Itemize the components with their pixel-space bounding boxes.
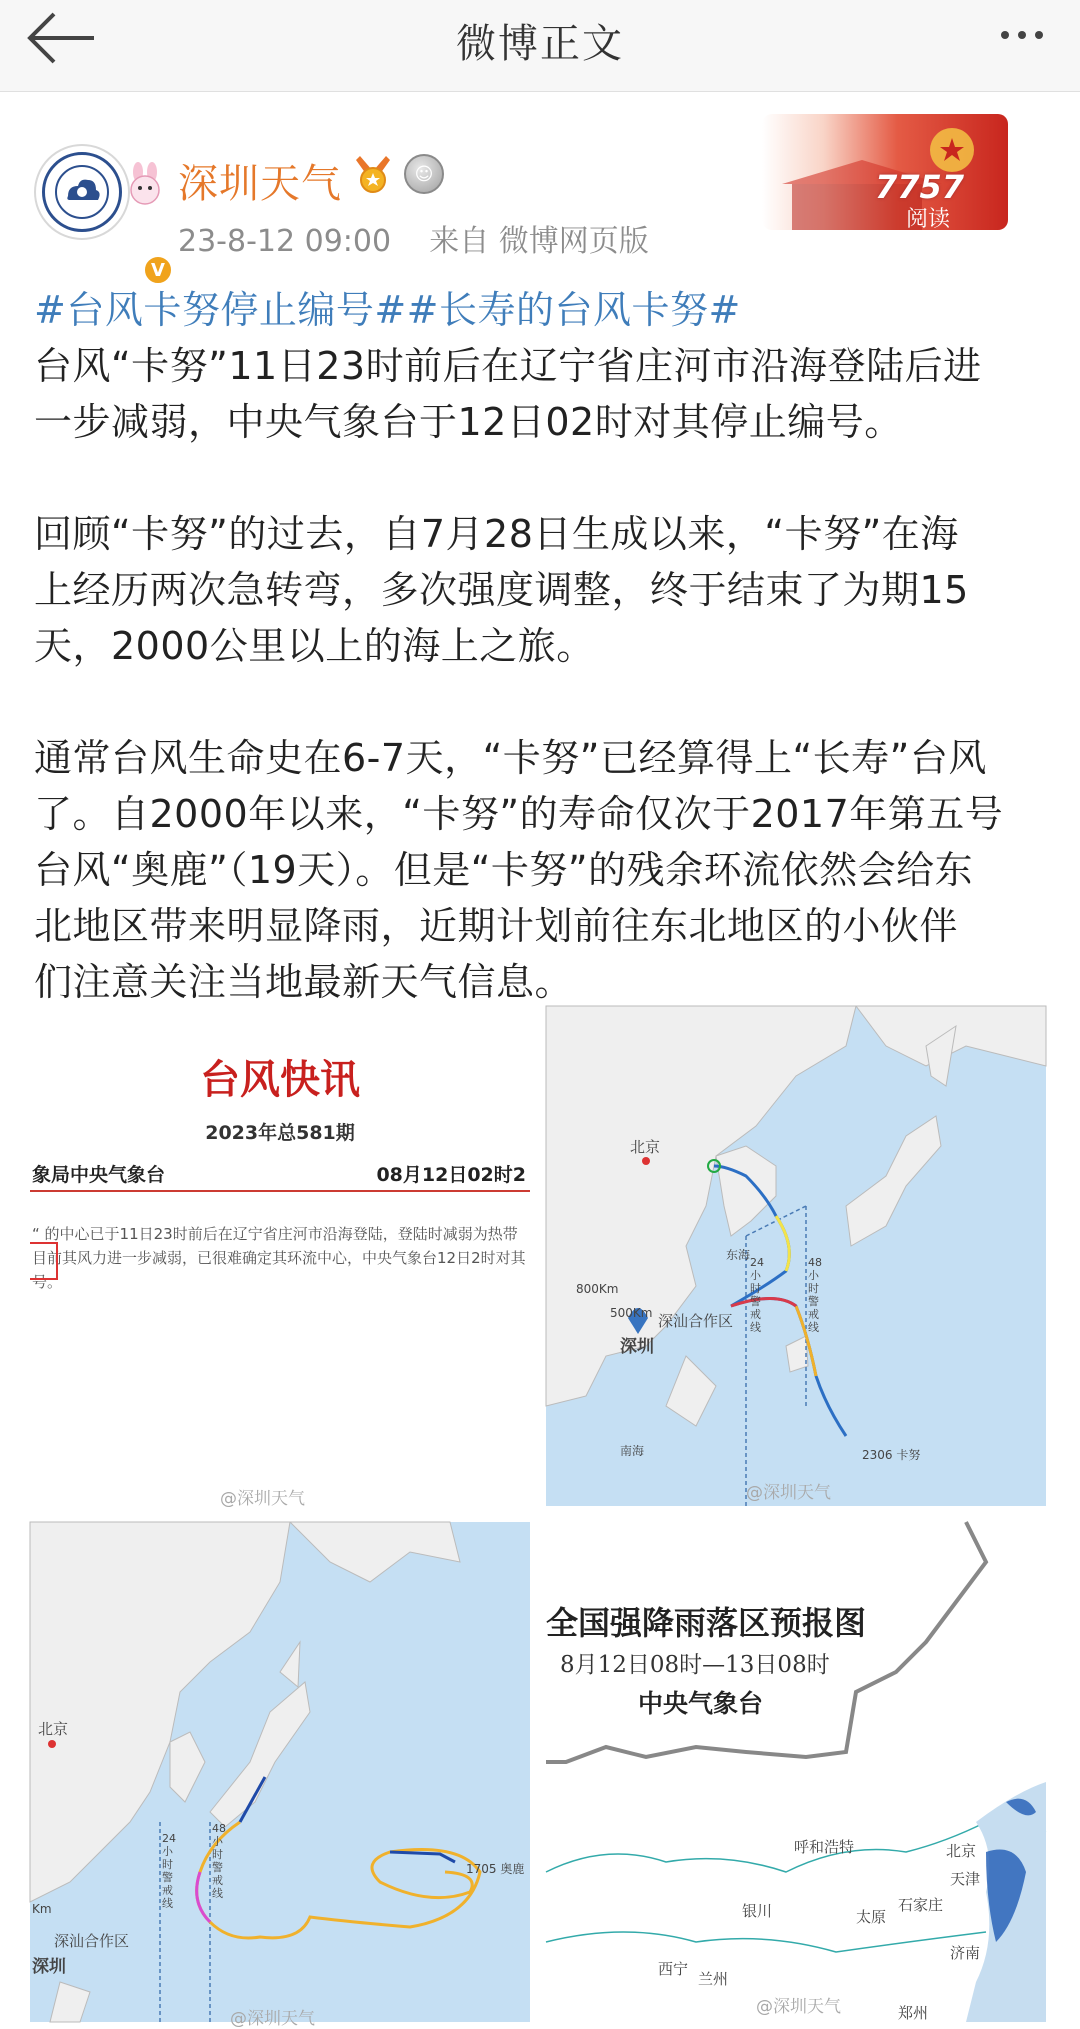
city-label: 银川 [742, 1902, 773, 1920]
city-label: 北京 [946, 1842, 977, 1860]
post-meta [178, 216, 649, 260]
city-label: 呼和浩特 [794, 1838, 855, 1856]
page-title: 微博正文 [456, 21, 624, 67]
author-name[interactable]: 深圳天气 [178, 161, 342, 207]
read-label: 阅读 [905, 207, 950, 232]
post-content [34, 282, 1054, 1066]
paragraph-1: 台风“卡努”11日23时前后在辽宁省庄河市沿海登陆后进 一步减弱，中央气象台于12日02时对其停止编号。 [34, 344, 982, 444]
city-label: 石家庄 [898, 1896, 944, 1914]
image-rainfall-forecast-map[interactable] [546, 1522, 1046, 2022]
label-shenzhen: 深圳 [32, 1957, 66, 1977]
bunny-pendant-icon [122, 162, 168, 208]
highlight-box [30, 1242, 58, 1280]
label-km: Km [32, 1902, 52, 1916]
silver-medal-icon[interactable]: ☺ [404, 154, 444, 194]
watermark: @深圳天气 [746, 1483, 831, 1503]
bulletin-text: “ 的中心已于11日23时前后在辽宁省庄河市沿海登陆，登陆时减弱为热带 目前其风力进一步减弱，已很难确定其环流中心，中央气象台12日2时对其 号。 [32, 1225, 526, 1291]
label-48h-line: 48小时警戒线 [212, 1822, 226, 1900]
gold-medal-icon[interactable] [352, 152, 394, 194]
label-donghai: 东海 [726, 1248, 751, 1262]
label-24h-line: 24小时警戒线 [750, 1256, 764, 1334]
label-track-khanun: 2306 卡努 [862, 1448, 921, 1462]
bulletin-issue: 2023年总581期 [205, 1122, 355, 1144]
city-label: 兰州 [698, 1970, 729, 1988]
read-count-card [762, 114, 1008, 230]
label-beijing: 北京 [630, 1138, 661, 1156]
watermark: @深圳天气 [756, 1997, 841, 2017]
city-label: 西宁 [658, 1960, 689, 1978]
image-noru-track-map[interactable] [30, 1522, 530, 2029]
forecast-time: 8月12日08时—13日08时 [560, 1652, 830, 1678]
post-header [0, 110, 1080, 281]
post-timestamp: 23-8-12 09:00 [178, 224, 392, 259]
label-shenzhen: 深圳 [620, 1337, 654, 1357]
bulletin-org: 象局中央气象台 [32, 1164, 166, 1186]
more-button[interactable] [982, 10, 1062, 60]
label-500km: 500Km [610, 1306, 653, 1320]
hashtag-links[interactable]: #台风卡努停止编号##长寿的台风卡努# [34, 288, 741, 332]
bulletin-title: 台风快讯 [200, 1056, 360, 1103]
label-coop-zone: 深汕合作区 [54, 1932, 130, 1950]
label-nanhai: 南海 [620, 1444, 645, 1458]
weather-logo-icon [52, 162, 112, 222]
forecast-title: 全国强降雨落区预报图 [546, 1604, 867, 1642]
read-count: 7757 [874, 168, 964, 206]
city-label: 郑州 [898, 2004, 929, 2022]
post-source[interactable]: 来自 微博网页版 [429, 224, 649, 259]
label-track-noru: 1705 奥鹿 [466, 1862, 525, 1876]
label-coop-zone: 深汕合作区 [658, 1312, 734, 1330]
label-800km: 800Km [576, 1282, 619, 1296]
image-grid [30, 1006, 1046, 2029]
image-typhoon-bulletin[interactable] [30, 1006, 530, 1509]
map-khanun [546, 1006, 1046, 1506]
bulletin-date: 08月12日02时2 [376, 1164, 526, 1186]
city-label: 济南 [950, 1944, 981, 1962]
forecast-org: 中央气象台 [638, 1689, 764, 1718]
top-navbar [0, 0, 1080, 92]
divider [30, 1190, 530, 1192]
watermark: @深圳天气 [230, 2009, 315, 2029]
verified-v-icon: V [142, 254, 174, 286]
label-beijing: 北京 [38, 1720, 69, 1738]
label-48h-line: 48小时警戒线 [808, 1256, 822, 1334]
city-label: 天津 [950, 1870, 981, 1888]
more-dots-icon [1001, 31, 1009, 39]
city-label: 太原 [856, 1908, 887, 1926]
label-24h-line: 24小时警戒线 [162, 1832, 176, 1910]
watermark: @深圳天气 [220, 1489, 305, 1509]
paragraph-3: 通常台风生命史在6-7天，“卡努”已经算得上“长寿”台风 了。自2000年以来，“卡努”的寿命仅次于2017年第五号 台风“奥鹿”（19天）。但是“卡努”的残余环流依然会给东 北地区带来明显降雨，近期计划前往东北地区的小伙伴 们注意关注当地最新天气信息。 [34, 736, 1004, 1004]
image-khanun-track-map[interactable] [546, 1006, 1046, 1506]
avatar[interactable] [34, 144, 165, 281]
paragraph-2: 回顾“卡努”的过去，自7月28日生成以来，“卡努”在海 上经历两次急转弯，多次强度调整，终于结束了为期15 天，2000公里以上的海上之旅。 [34, 512, 969, 668]
